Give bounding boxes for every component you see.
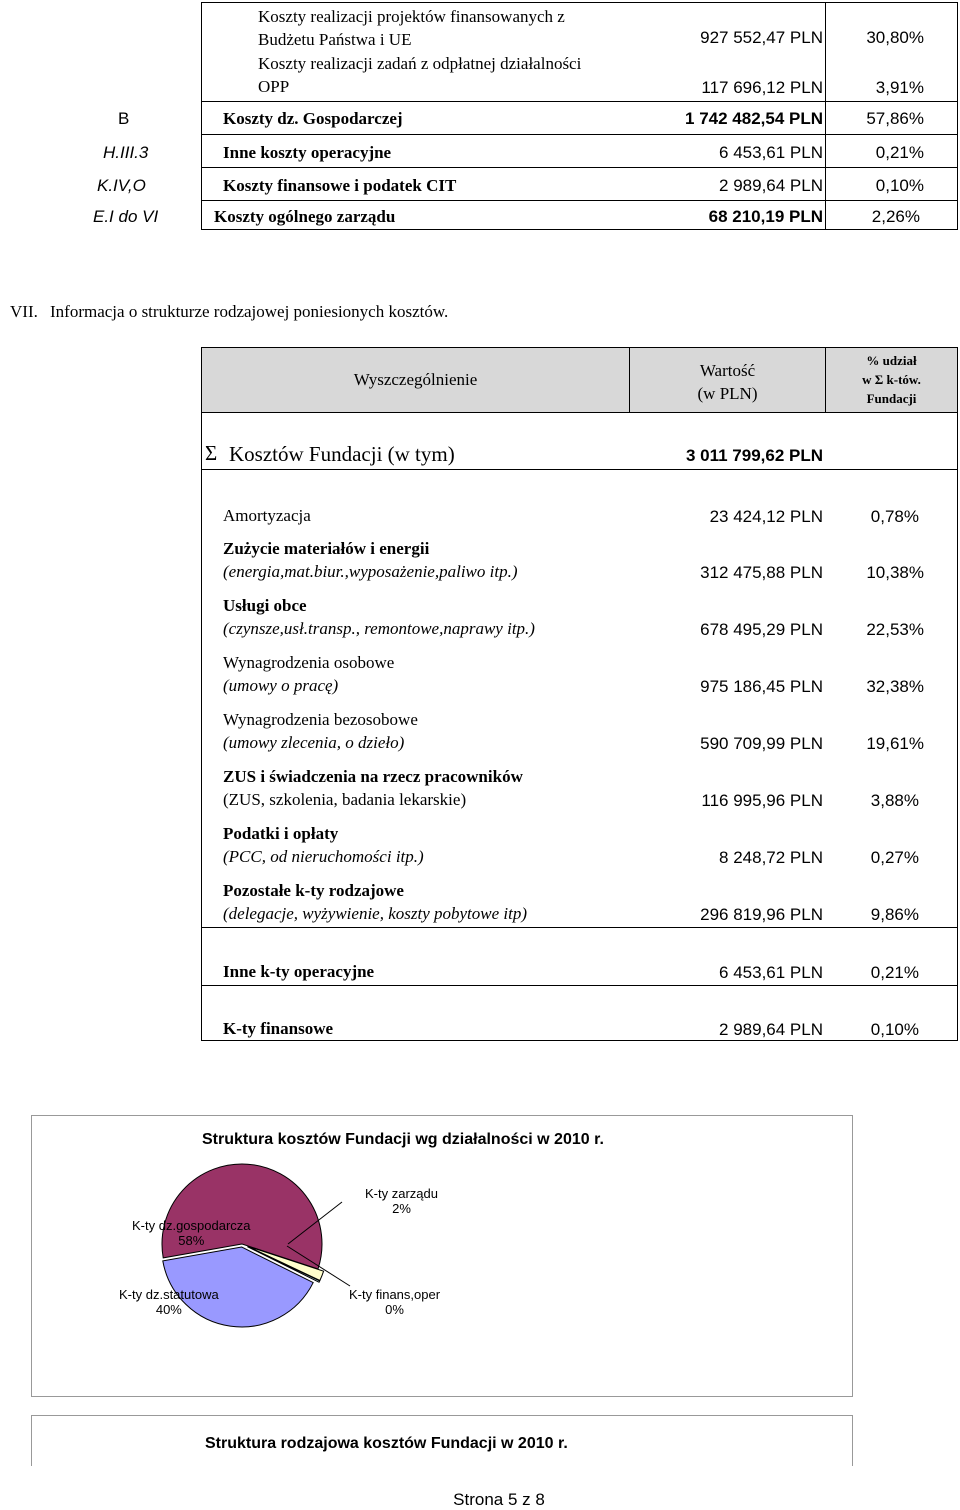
row-percent: 3,91% bbox=[875, 78, 924, 97]
item-percent: 32,38% bbox=[866, 677, 924, 696]
header-share: % udział w Σ k-tów. Fundacji bbox=[862, 353, 921, 406]
row-percent: 0,21% bbox=[875, 143, 924, 162]
chart-title: Struktura rodzajowa kosztów Fundacji w 2010 r. bbox=[205, 1435, 568, 1452]
item-title: Podatki i opłaty bbox=[223, 824, 339, 843]
item-amount: 296 819,96 PLN bbox=[700, 905, 823, 924]
row-percent: 57,86% bbox=[866, 109, 924, 128]
item-percent: 22,53% bbox=[866, 620, 924, 639]
extra-row-percent: 0,21% bbox=[870, 963, 919, 982]
extra-row-amount: 2 989,64 PLN bbox=[719, 1020, 823, 1039]
extra-row-title: K-ty finansowe bbox=[223, 1019, 334, 1038]
row-code: K.IV,O bbox=[97, 176, 146, 195]
item-amount: 678 495,29 PLN bbox=[700, 620, 823, 639]
item-subtitle: (umowy o pracę) bbox=[223, 676, 339, 695]
row-code: B bbox=[118, 109, 130, 128]
item-amount: 23 424,12 PLN bbox=[709, 507, 823, 526]
row-label: Koszty realizacji zadań z odpłatnej działalności OPP bbox=[258, 54, 582, 96]
item-subtitle: (delegacje, wyżywienie, koszty pobytowe itp) bbox=[223, 904, 528, 923]
row-label: Koszty realizacji projektów finansowanych z Budżetu Państwa i UE bbox=[258, 7, 565, 49]
item-title: Usługi obce bbox=[223, 596, 307, 615]
extra-row-title: Inne k-ty operacyjne bbox=[223, 962, 375, 981]
row-percent: 0,10% bbox=[875, 176, 924, 195]
item-subtitle: (umowy zlecenia, o dzieło) bbox=[223, 733, 405, 752]
row-amount: 6 453,61 PLN bbox=[719, 143, 823, 162]
page-number: Strona 5 z 8 bbox=[453, 1490, 545, 1509]
row-percent: 30,80% bbox=[866, 28, 924, 47]
row-label: Koszty finansowe i podatek CIT bbox=[223, 176, 457, 195]
item-amount: 312 475,88 PLN bbox=[700, 563, 823, 582]
item-percent: 0,78% bbox=[870, 507, 919, 526]
pie-label-gospodarcza: K-ty dz.gospodarcza 58% bbox=[132, 1218, 251, 1248]
pie-label-statutowa: K-ty dz.statutowa 40% bbox=[119, 1287, 219, 1317]
item-subtitle: (czynsze,usł.transp., remontowe,naprawy itp.) bbox=[223, 619, 535, 638]
section-number: VII. bbox=[10, 302, 38, 321]
item-title: Wynagrodzenia bezosobowe bbox=[223, 710, 418, 729]
item-amount: 116 995,96 PLN bbox=[701, 791, 823, 810]
section-title: Informacja o strukturze rodzajowej poniesionych kosztów. bbox=[50, 302, 449, 321]
row-code: H.III.3 bbox=[103, 143, 149, 162]
item-percent: 10,38% bbox=[866, 563, 924, 582]
item-title: Pozostałe k-ty rodzajowe bbox=[223, 881, 404, 900]
row-amount: 68 210,19 PLN bbox=[708, 207, 823, 226]
type-cost-chart bbox=[31, 1415, 853, 1466]
extra-row-amount: 6 453,61 PLN bbox=[719, 963, 823, 982]
item-percent: 3,88% bbox=[870, 791, 919, 810]
item-percent: 19,61% bbox=[866, 734, 924, 753]
item-amount: 975 186,45 PLN bbox=[700, 677, 823, 696]
item-title: Wynagrodzenia osobowe bbox=[223, 653, 395, 672]
total-amount: 3 011 799,62 PLN bbox=[685, 446, 823, 465]
pie-chart bbox=[32, 1116, 852, 1396]
row-label: Inne koszty operacyjne bbox=[223, 143, 392, 162]
row-label: Koszty ogólnego zarządu bbox=[214, 207, 396, 226]
item-amount: 8 248,72 PLN bbox=[719, 848, 823, 867]
row-code: E.I do VI bbox=[93, 207, 159, 226]
row-amount: 117 696,12 PLN bbox=[701, 78, 823, 97]
activity-cost-chart bbox=[31, 1115, 853, 1397]
item-percent: 0,27% bbox=[870, 848, 919, 867]
row-amount: 2 989,64 PLN bbox=[719, 176, 823, 195]
row-amount: 927 552,47 PLN bbox=[700, 28, 823, 47]
item-title: Amortyzacja bbox=[223, 506, 311, 525]
sigma-symbol: Σ bbox=[205, 441, 218, 465]
total-label: Kosztów Fundacji (w tym) bbox=[229, 442, 455, 466]
pie-label-zarzadu: K-ty zarządu 2% bbox=[365, 1186, 438, 1216]
item-subtitle: (PCC, od nieruchomości itp.) bbox=[223, 847, 424, 866]
row-label: Koszty dz. Gospodarczej bbox=[223, 109, 403, 128]
header-description: Wyszczególnienie bbox=[353, 370, 478, 389]
row-amount: 1 742 482,54 PLN bbox=[685, 109, 823, 128]
item-title: ZUS i świadczenia na rzecz pracowników bbox=[223, 767, 523, 786]
header-value: Wartość (w PLN) bbox=[697, 361, 758, 403]
chart-title: Struktura kosztów Fundacji wg działalności w 2010 r. bbox=[202, 1131, 604, 1148]
item-amount: 590 709,99 PLN bbox=[700, 734, 823, 753]
item-title: Zużycie materiałów i energii bbox=[223, 539, 430, 558]
item-percent: 9,86% bbox=[870, 905, 919, 924]
extra-row-percent: 0,10% bbox=[870, 1020, 919, 1039]
pie-label-finans: K-ty finans,oper 0% bbox=[349, 1287, 441, 1317]
row-percent: 2,26% bbox=[871, 207, 920, 226]
item-subtitle: (ZUS, szkolenia, badania lekarskie) bbox=[223, 790, 467, 809]
item-subtitle: (energia,mat.biur.,wyposażenie,paliwo itp.) bbox=[223, 562, 518, 581]
